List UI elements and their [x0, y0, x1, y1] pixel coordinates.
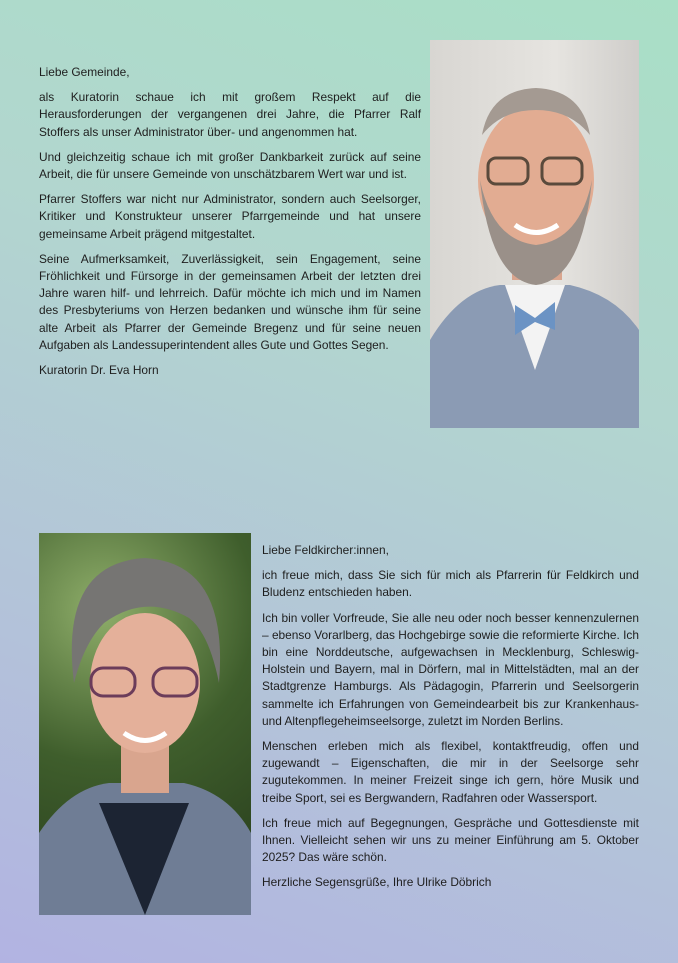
- greeting: Liebe Gemeinde,: [39, 65, 130, 79]
- greeting: Liebe Feldkircher:innen,: [262, 543, 389, 557]
- paragraph: Menschen erleben mich als flexibel, kontaktfreudig, offen und zugewandt – Eigenschaften, die mir in der Seelsorge sehr zugutekommen. In meiner Freizeit singe ich gern, höre Musik und treibe Sport, sei es Bergwandern, Radfahren oder Wassersport.: [262, 739, 639, 805]
- welcome-letter: [262, 542, 639, 900]
- portrait-photo-woman: [39, 533, 251, 915]
- portrait-photo-man: [430, 40, 639, 428]
- paragraph: Pfarrer Stoffers war nicht nur Administrator, sondern auch Seelsorger, Kritiker und Konstrukteur unserer Pfarrgemeinde und hat unsere gemeinsame Arbeit prägend mitgestaltet.: [39, 192, 421, 241]
- paragraph: ich freue mich, dass Sie sich für mich als Pfarrerin für Feldkirch und Bludenz entschieden haben.: [262, 568, 639, 600]
- paragraph: Seine Aufmerksamkeit, Zuverlässigkeit, sein Engagement, seine Fröhlichkeit und Fürsorge in der gemeinsamen Arbeit der letzten drei Jahre waren hilf- und lehrreich. Dafür möchte ich mich und im Namen des Presbyteriums von Herzen bedanken und wünsche ihm für seine alte Arbeit als Pfarrer der Gemeinde Bregenz und für seine neuen Aufgaben als Landessuperintendent alles Gute und Gottes Segen.: [39, 251, 421, 352]
- paragraph: Und gleichzeitig schaue ich mit großer Dankbarkeit zurück auf seine Arbeit, die für unsere Gemeinde von unschätzbarem Wert war und ist.: [39, 149, 421, 182]
- farewell-letter: [39, 64, 421, 387]
- signature: Herzliche Segensgrüße, Ihre Ulrike Döbrich: [262, 875, 492, 890]
- paragraph: Ich bin voller Vorfreude, Sie alle neu oder noch besser kennenzulernen – ebenso Vorarlberg, das Hochgebirge sowie die reformierte Kirche. Ich bin eine Norddeutsche, aufgewachsen in Mecklenburg, Schleswig-Holstein und Bayern, mal in Dörfern, mal in Mittelstädten, mal an der Stadtgrenze Hamburgs. Als Pädagogin, Pfarrerin und Seelsorgerin sammelte ich Erfahrungen von Gemeindearbeit bis zur Krankenhaus- und Altenpflegeheimseelsorge, zuletzt im Norden Berlins.: [262, 610, 639, 728]
- paragraph: Ich freue mich auf Begegnungen, Gespräche und Gottesdienste mit Ihnen. Vielleicht sehen wir uns zu meiner Einführung am 5. Oktober 2025? Das wäre schön.: [262, 815, 639, 865]
- signature: Kuratorin Dr. Eva Horn: [39, 363, 159, 378]
- paragraph: als Kuratorin schaue ich mit großem Respekt auf die Herausforderungen der vergangenen drei Jahre, die Pfarrer Ralf Stoffers als unser Administrator über- und angenommen hat.: [39, 90, 421, 139]
